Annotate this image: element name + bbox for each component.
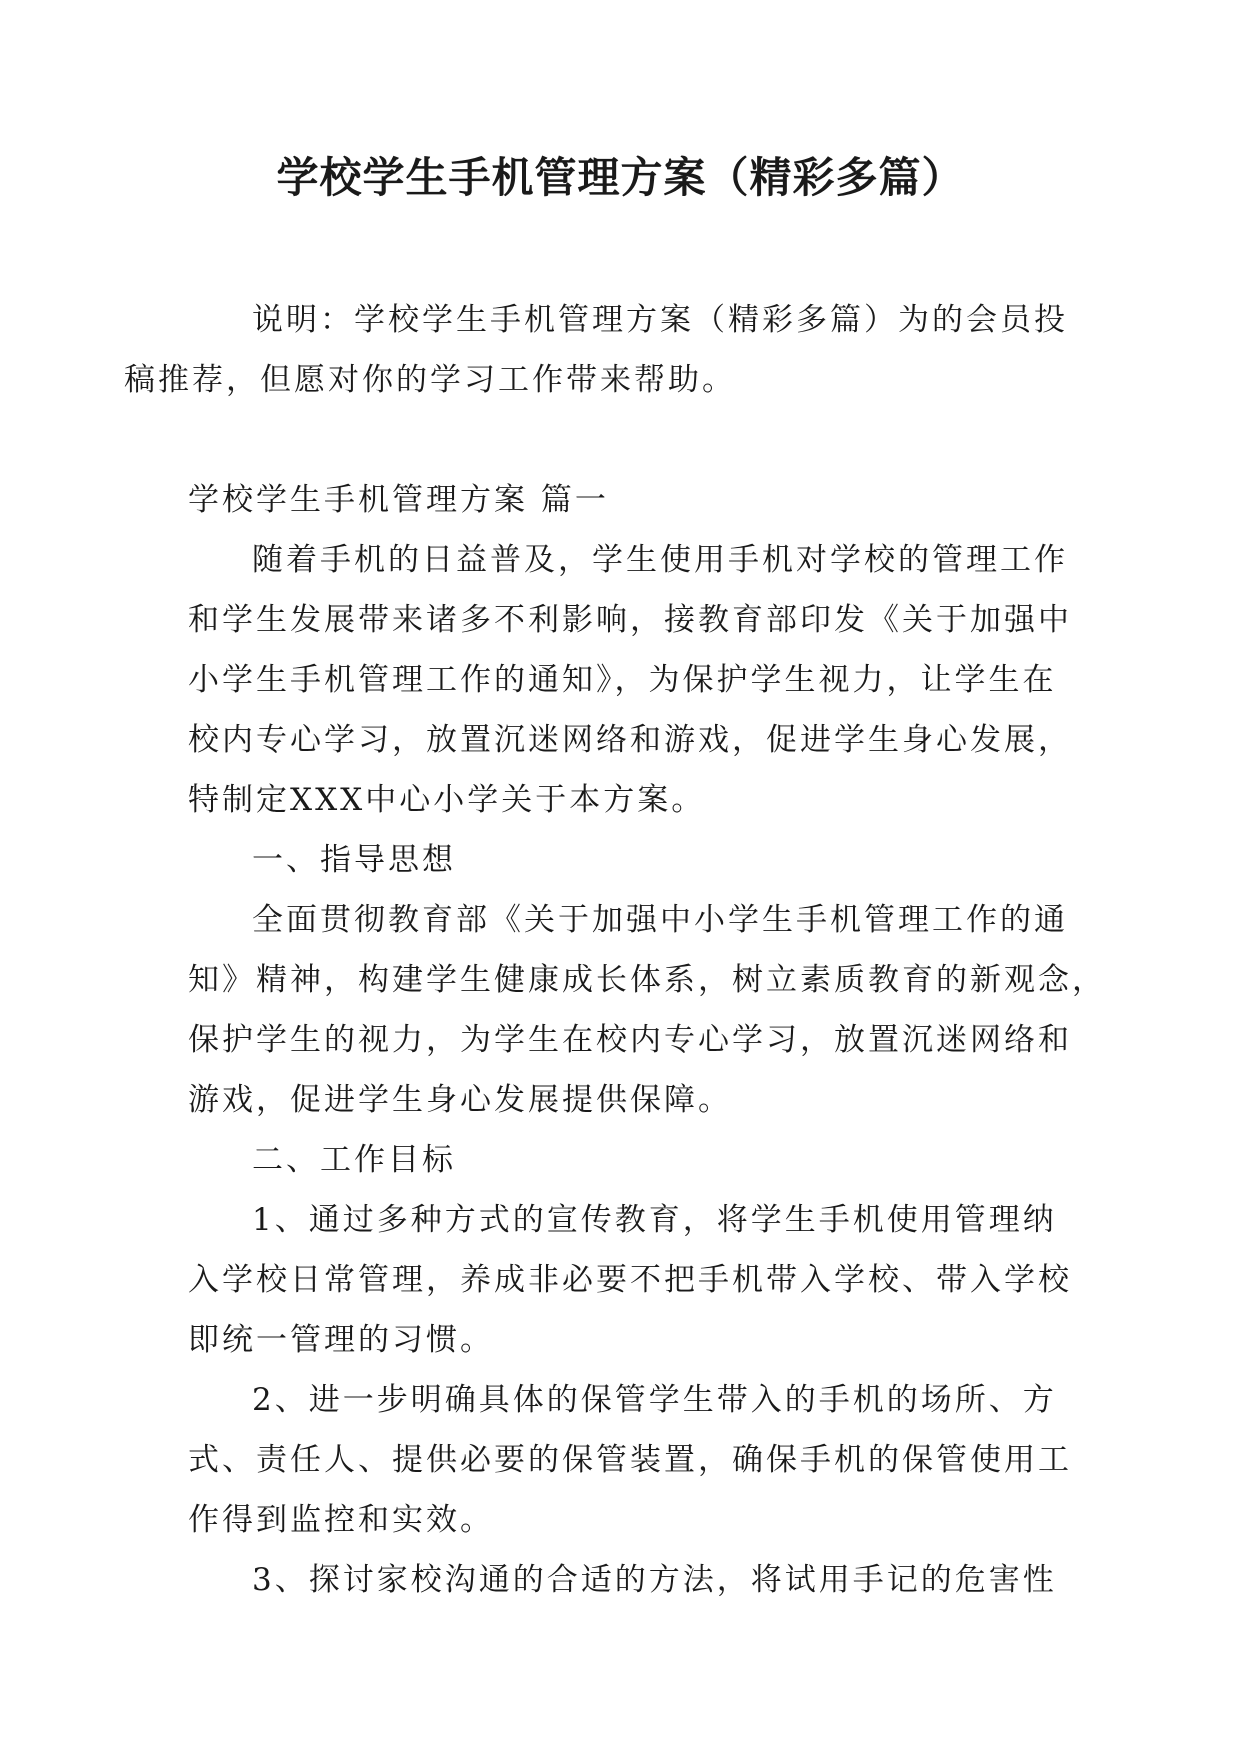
intro-line: 说明：学校学生手机管理方案（精彩多篇）为的会员投 <box>252 302 1068 338</box>
paragraph-line: 式、责任人、提供必要的保管装置，确保手机的保管使用工 <box>188 1442 1072 1478</box>
section-heading: 学校学生手机管理方案 篇一 <box>188 482 609 518</box>
document-title: 学校学生手机管理方案（精彩多篇） <box>276 153 965 202</box>
paragraph-line: 二、工作目标 <box>252 1142 456 1178</box>
paragraph-line: 即统一管理的习惯。 <box>188 1322 494 1358</box>
paragraph-line: 知》精神，构建学生健康成长体系，树立素质教育的新观念， <box>188 962 1106 998</box>
subheading-guiding-ideology <box>188 830 1058 890</box>
paragraph-line: 3、探讨家校沟通的合适的方法，将试用手记的危害性 <box>252 1562 1057 1598</box>
subheading-work-goals <box>188 1130 1058 1190</box>
paragraph-line: 全面贯彻教育部《关于加强中小学生手机管理工作的通 <box>252 902 1068 938</box>
goal-item-2 <box>188 1370 1072 1550</box>
goal-item-1 <box>188 1190 1072 1370</box>
intro-paragraph <box>124 290 1068 410</box>
paragraph-line: 保护学生的视力，为学生在校内专心学习，放置沉迷网络和 <box>188 1022 1072 1058</box>
paragraph-line: 入学校日常管理，养成非必要不把手机带入学校、带入学校 <box>188 1262 1072 1298</box>
paragraph-line: 随着手机的日益普及，学生使用手机对学校的管理工作 <box>252 542 1068 578</box>
paragraph-line: 一、指导思想 <box>252 842 456 878</box>
intro-line: 稿推荐，但愿对你的学习工作带来帮助。 <box>124 362 736 398</box>
body-paragraph <box>188 530 1072 830</box>
paragraph-line: 游戏，促进学生身心发展提供保障。 <box>188 1082 732 1118</box>
paragraph-line: 作得到监控和实效。 <box>188 1502 494 1538</box>
paragraph-line: 小学生手机管理工作的通知》，为保护学生视力，让学生在 <box>188 662 1057 698</box>
paragraph-line: 1、通过多种方式的宣传教育，将学生手机使用管理纳 <box>252 1202 1057 1238</box>
paragraph-line: 2、进一步明确具体的保管学生带入的手机的场所、方 <box>252 1382 1057 1418</box>
goal-item-3 <box>188 1550 1058 1610</box>
document-body <box>124 290 1106 1610</box>
paragraph-line: 特制定XXX中心小学关于本方案。 <box>188 782 706 818</box>
paragraph-line: 和学生发展带来诸多不利影响，接教育部印发《关于加强中 <box>188 602 1072 638</box>
paragraph-line: 校内专心学习，放置沉迷网络和游戏，促进学生身心发展， <box>188 722 1072 758</box>
body-paragraph <box>188 890 1106 1130</box>
